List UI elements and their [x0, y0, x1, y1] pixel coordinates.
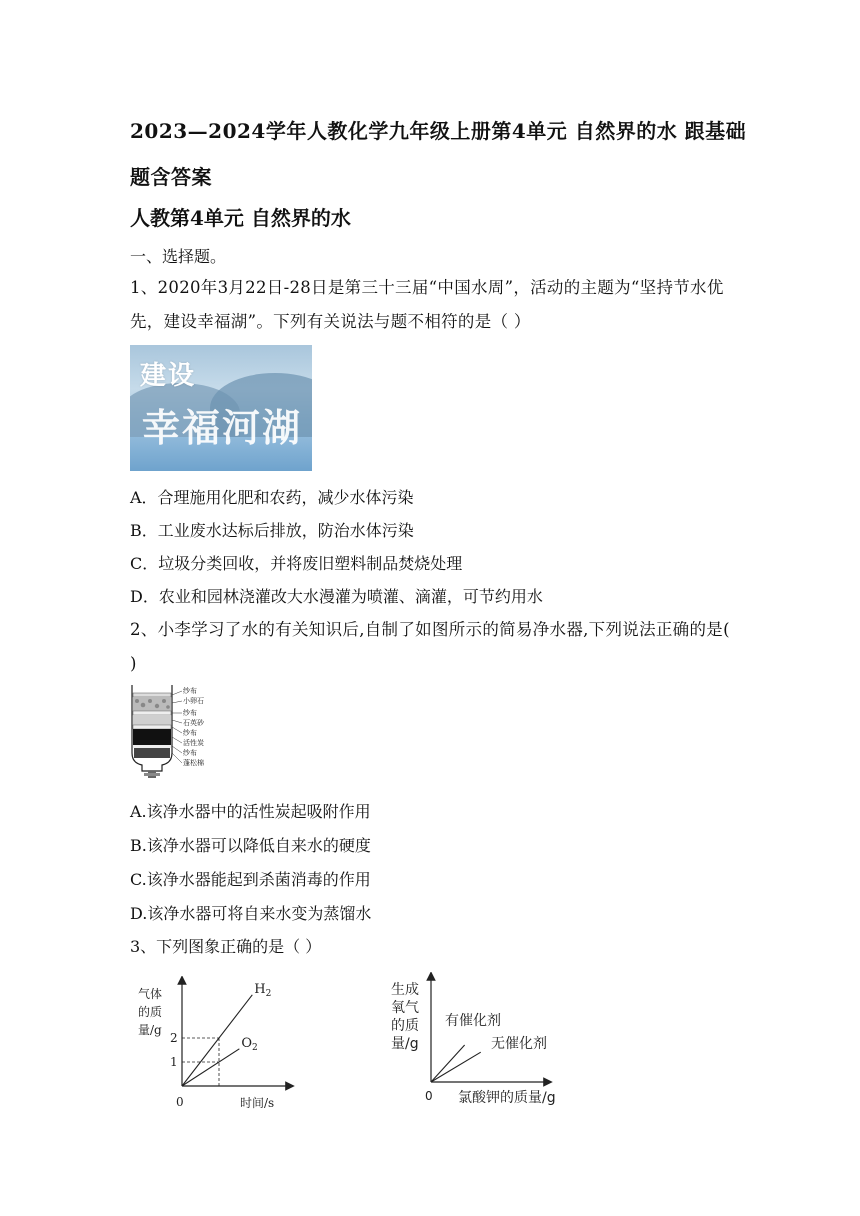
y-axis-label-line-2: 的质	[138, 1005, 163, 1019]
question-1-option-c: C．垃圾分类回收，并将废旧塑料制品焚烧处理	[130, 554, 463, 573]
x-axis-label: 氯酸钾的质量/g	[458, 1090, 556, 1106]
section-heading: 一、选择题。	[130, 247, 227, 266]
filter-label-6: 活性炭	[183, 739, 204, 747]
y-tick-label-2: 2	[170, 1031, 178, 1045]
question-1-option-b: B．工业废水达标后排放，防治水体污染	[130, 521, 414, 540]
x-axis-label: 时间/s	[240, 1096, 275, 1110]
question-2-option-b: B.该净水器可以降低自来水的硬度	[130, 836, 371, 855]
y-axis-label-line-1: 气体	[138, 987, 163, 1001]
water-filter-diagram	[128, 683, 224, 783]
question-1-option-a: A．合理施用化肥和农药，减少水体污染	[130, 488, 414, 507]
origin-label: 0	[425, 1089, 433, 1103]
question-2-stem: 2、小李学习了水的有关知识后,自制了如图所示的简易净水器,下列说法正确的是( )	[130, 620, 730, 673]
filter-label-1: 纱布	[183, 687, 197, 695]
gas-mass-time-chart	[130, 976, 305, 1111]
question-1-stem: 1、2020年3月22日-28日是第三十三届“中国水周”，活动的主题为“坚持节水优先，建设幸福湖”。下列有关说法与题不相符的是（ ）	[130, 278, 724, 331]
y-tick-label-1: 1	[170, 1055, 178, 1069]
series-label-O2: $O_2$	[241, 1035, 258, 1053]
y-axis-label-line-3: 的质	[391, 1018, 419, 1034]
filter-label-3: 纱布	[183, 709, 197, 717]
question-2-option-a: A.该净水器中的活性炭起吸附作用	[130, 802, 371, 821]
series-line-O2	[182, 1049, 239, 1086]
filter-label-8: 蓬松棉	[183, 759, 204, 767]
y-axis-label-line-2: 氧气	[391, 1000, 419, 1016]
origin-label: 0	[176, 1095, 184, 1109]
water-week-poster-image	[130, 345, 312, 471]
poster-text-line-2: 幸福河湖	[142, 405, 303, 450]
question-2-option-c: C.该净水器能起到杀菌消毒的作用	[130, 870, 371, 889]
unit-heading: 人教第4单元 自然界的水	[130, 206, 351, 230]
y-axis-label-line-4: 量/g	[391, 1036, 419, 1052]
question-3-stem: 3、下列图象正确的是（ ）	[130, 937, 322, 956]
oxygen-mass-chart	[388, 972, 573, 1112]
series-line-1	[431, 1052, 481, 1082]
y-axis-label-line-1: 生成	[391, 982, 419, 998]
filter-label-7: 纱布	[183, 749, 197, 757]
series-label-1: 无催化剂	[491, 1036, 547, 1052]
filter-label-4: 石英砂	[183, 719, 204, 727]
filter-label-2: 小卵石	[183, 697, 204, 705]
series-label-0: 有催化剂	[445, 1013, 501, 1029]
y-axis-label-line-3: 量/g	[138, 1023, 162, 1037]
document-title: 2023—2024学年人教化学九年级上册第4单元 自然界的水 跟基础题含答案	[130, 119, 747, 189]
question-2-option-d: D.该净水器可将自来水变为蒸馏水	[130, 904, 372, 923]
filter-label-5: 纱布	[183, 729, 197, 737]
poster-text-line-1: 建设	[140, 361, 197, 391]
series-label-H2: $H_2$	[254, 981, 272, 999]
question-1-option-d: D．农业和园林浇灌改大水漫灌为喷灌、滴灌，可节约用水	[130, 587, 543, 606]
series-line-0	[431, 1045, 465, 1082]
